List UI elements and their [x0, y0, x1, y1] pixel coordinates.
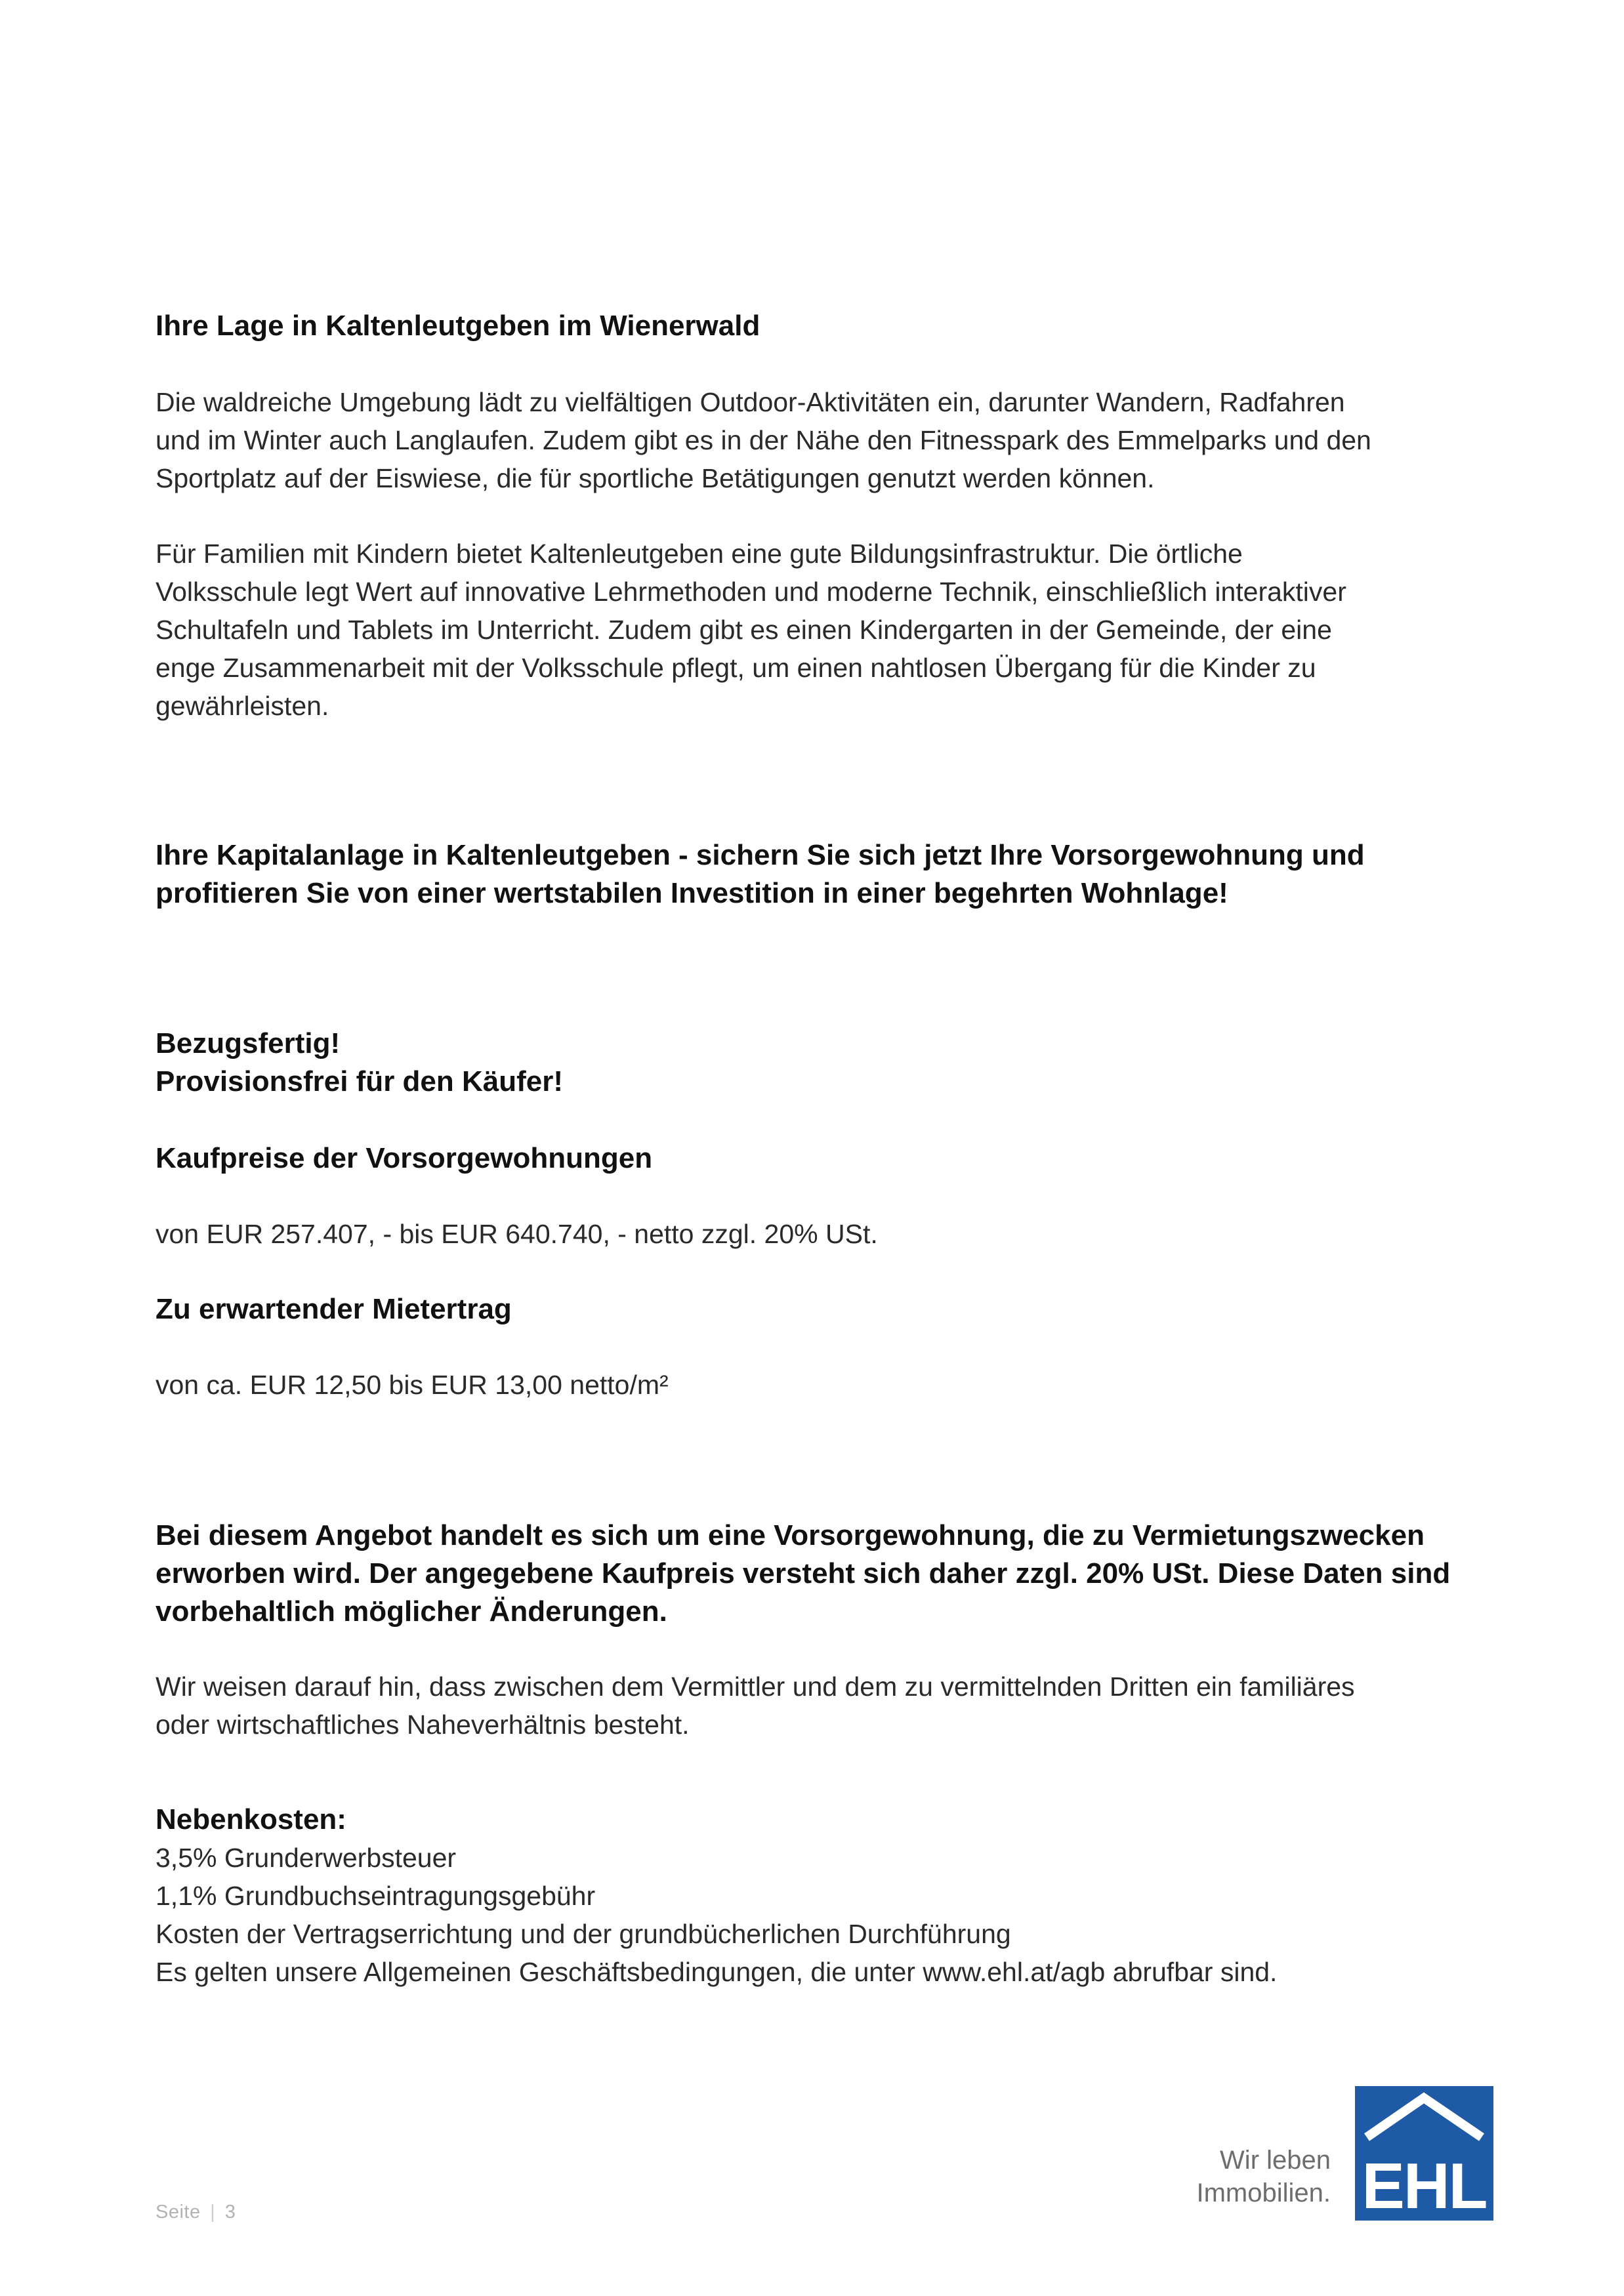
cost-item: 3,5% Grunderwerbsteuer: [156, 1843, 457, 1873]
investment-heading: [156, 836, 1468, 912]
prices-heading: Kaufpreise der Vorsorgewohnungen: [156, 1142, 653, 1174]
text-line: Volksschule legt Wert auf innovative Lehrmethoden und moderne Technik, einschließlich interaktiver: [156, 577, 1346, 607]
prices-text: von EUR 257.407, - bis EUR 640.740, - netto zzgl. 20% USt.: [156, 1219, 878, 1249]
cost-item: Es gelten unsere Allgemeinen Geschäftsbedingungen, die unter www.ehl.at/agb abrufbar sind.: [156, 1957, 1278, 1987]
text-line: Ihre Kapitalanlage in Kaltenleutgeben - sichern Sie sich jetzt Ihre Vorsorgewohnung und: [156, 839, 1365, 871]
text-line: erworben wird. Der angegebene Kaufpreis versteht sich daher zzgl. 20% USt. Diese Daten sind: [156, 1557, 1451, 1589]
text-line: enge Zusammenarbeit mit der Volksschule pflegt, um einen nahtlosen Übergang für die Kinder zu: [156, 653, 1316, 683]
text-line: Bei diesem Angebot handelt es sich um eine Vorsorgewohnung, die zu Vermietungszwecken: [156, 1519, 1425, 1551]
slogan-line-2: Immobilien.: [1196, 2179, 1331, 2207]
location-paragraph-2: [156, 535, 1468, 725]
ehl-logo: [1355, 2086, 1493, 2221]
text-line: profitieren Sie von einer wertstabilen Investition in einer begehrten Wohnlage!: [156, 877, 1228, 909]
slogan-line-1: Wir leben: [1220, 2146, 1331, 2175]
location-paragraph-1: [156, 383, 1468, 497]
status-commission-free: Provisionsfrei für den Käufer!: [156, 1065, 564, 1097]
company-slogan: [1196, 2144, 1331, 2209]
text-line: oder wirtschaftliches Naheverhältnis besteht.: [156, 1710, 690, 1740]
rent-text: von ca. EUR 12,50 bis EUR 13,00 netto/m²: [156, 1370, 669, 1400]
text-line: und im Winter auch Langlaufen. Zudem gibt es in der Nähe den Fitnesspark des Emmelparks und den: [156, 425, 1371, 455]
page-label: Seite: [156, 2202, 201, 2223]
rent-heading: Zu erwartender Mietertrag: [156, 1293, 512, 1325]
page-number-value: 3: [224, 2202, 236, 2223]
text-line: Für Familien mit Kindern bietet Kaltenleutgeben eine gute Bildungsinfrastruktur. Die örtliche: [156, 539, 1243, 569]
costs-heading: Nebenkosten:: [156, 1803, 346, 1835]
text-line: vorbehaltlich möglicher Änderungen.: [156, 1595, 667, 1628]
text-line: Sportplatz auf der Eiswiese, die für sportliche Betätigungen genutzt werden können.: [156, 463, 1155, 493]
location-heading: Ihre Lage in Kaltenleutgeben im Wienerwald: [156, 310, 760, 342]
status-ready: Bezugsfertig!: [156, 1027, 341, 1059]
cost-item: Kosten der Vertragserrichtung und der grundbücherlichen Durchführung: [156, 1919, 1011, 1949]
location-section: [156, 307, 1468, 345]
status-block: [156, 1025, 1468, 1101]
page-separator: |: [210, 2202, 216, 2223]
text-line: Wir weisen darauf hin, dass zwischen dem Vermittler und dem zu vermittelnden Dritten ein familiäres: [156, 1671, 1355, 1702]
text-line: Schultafeln und Tablets im Unterricht. Zudem gibt es einen Kindergarten in der Gemeinde, der eine: [156, 615, 1332, 645]
notice-heading: [156, 1517, 1468, 1631]
text-line: Die waldreiche Umgebung lädt zu vielfältigen Outdoor-Aktivitäten ein, darunter Wandern, Radfahren: [156, 387, 1345, 417]
page-number: [156, 2202, 236, 2223]
notice-text: [156, 1668, 1468, 1744]
logo-text: EHL: [1362, 2150, 1487, 2222]
cost-item: 1,1% Grundbuchseintragungsgebühr: [156, 1881, 596, 1911]
text-line: gewährleisten.: [156, 691, 329, 721]
costs-section: [156, 1801, 1468, 1991]
